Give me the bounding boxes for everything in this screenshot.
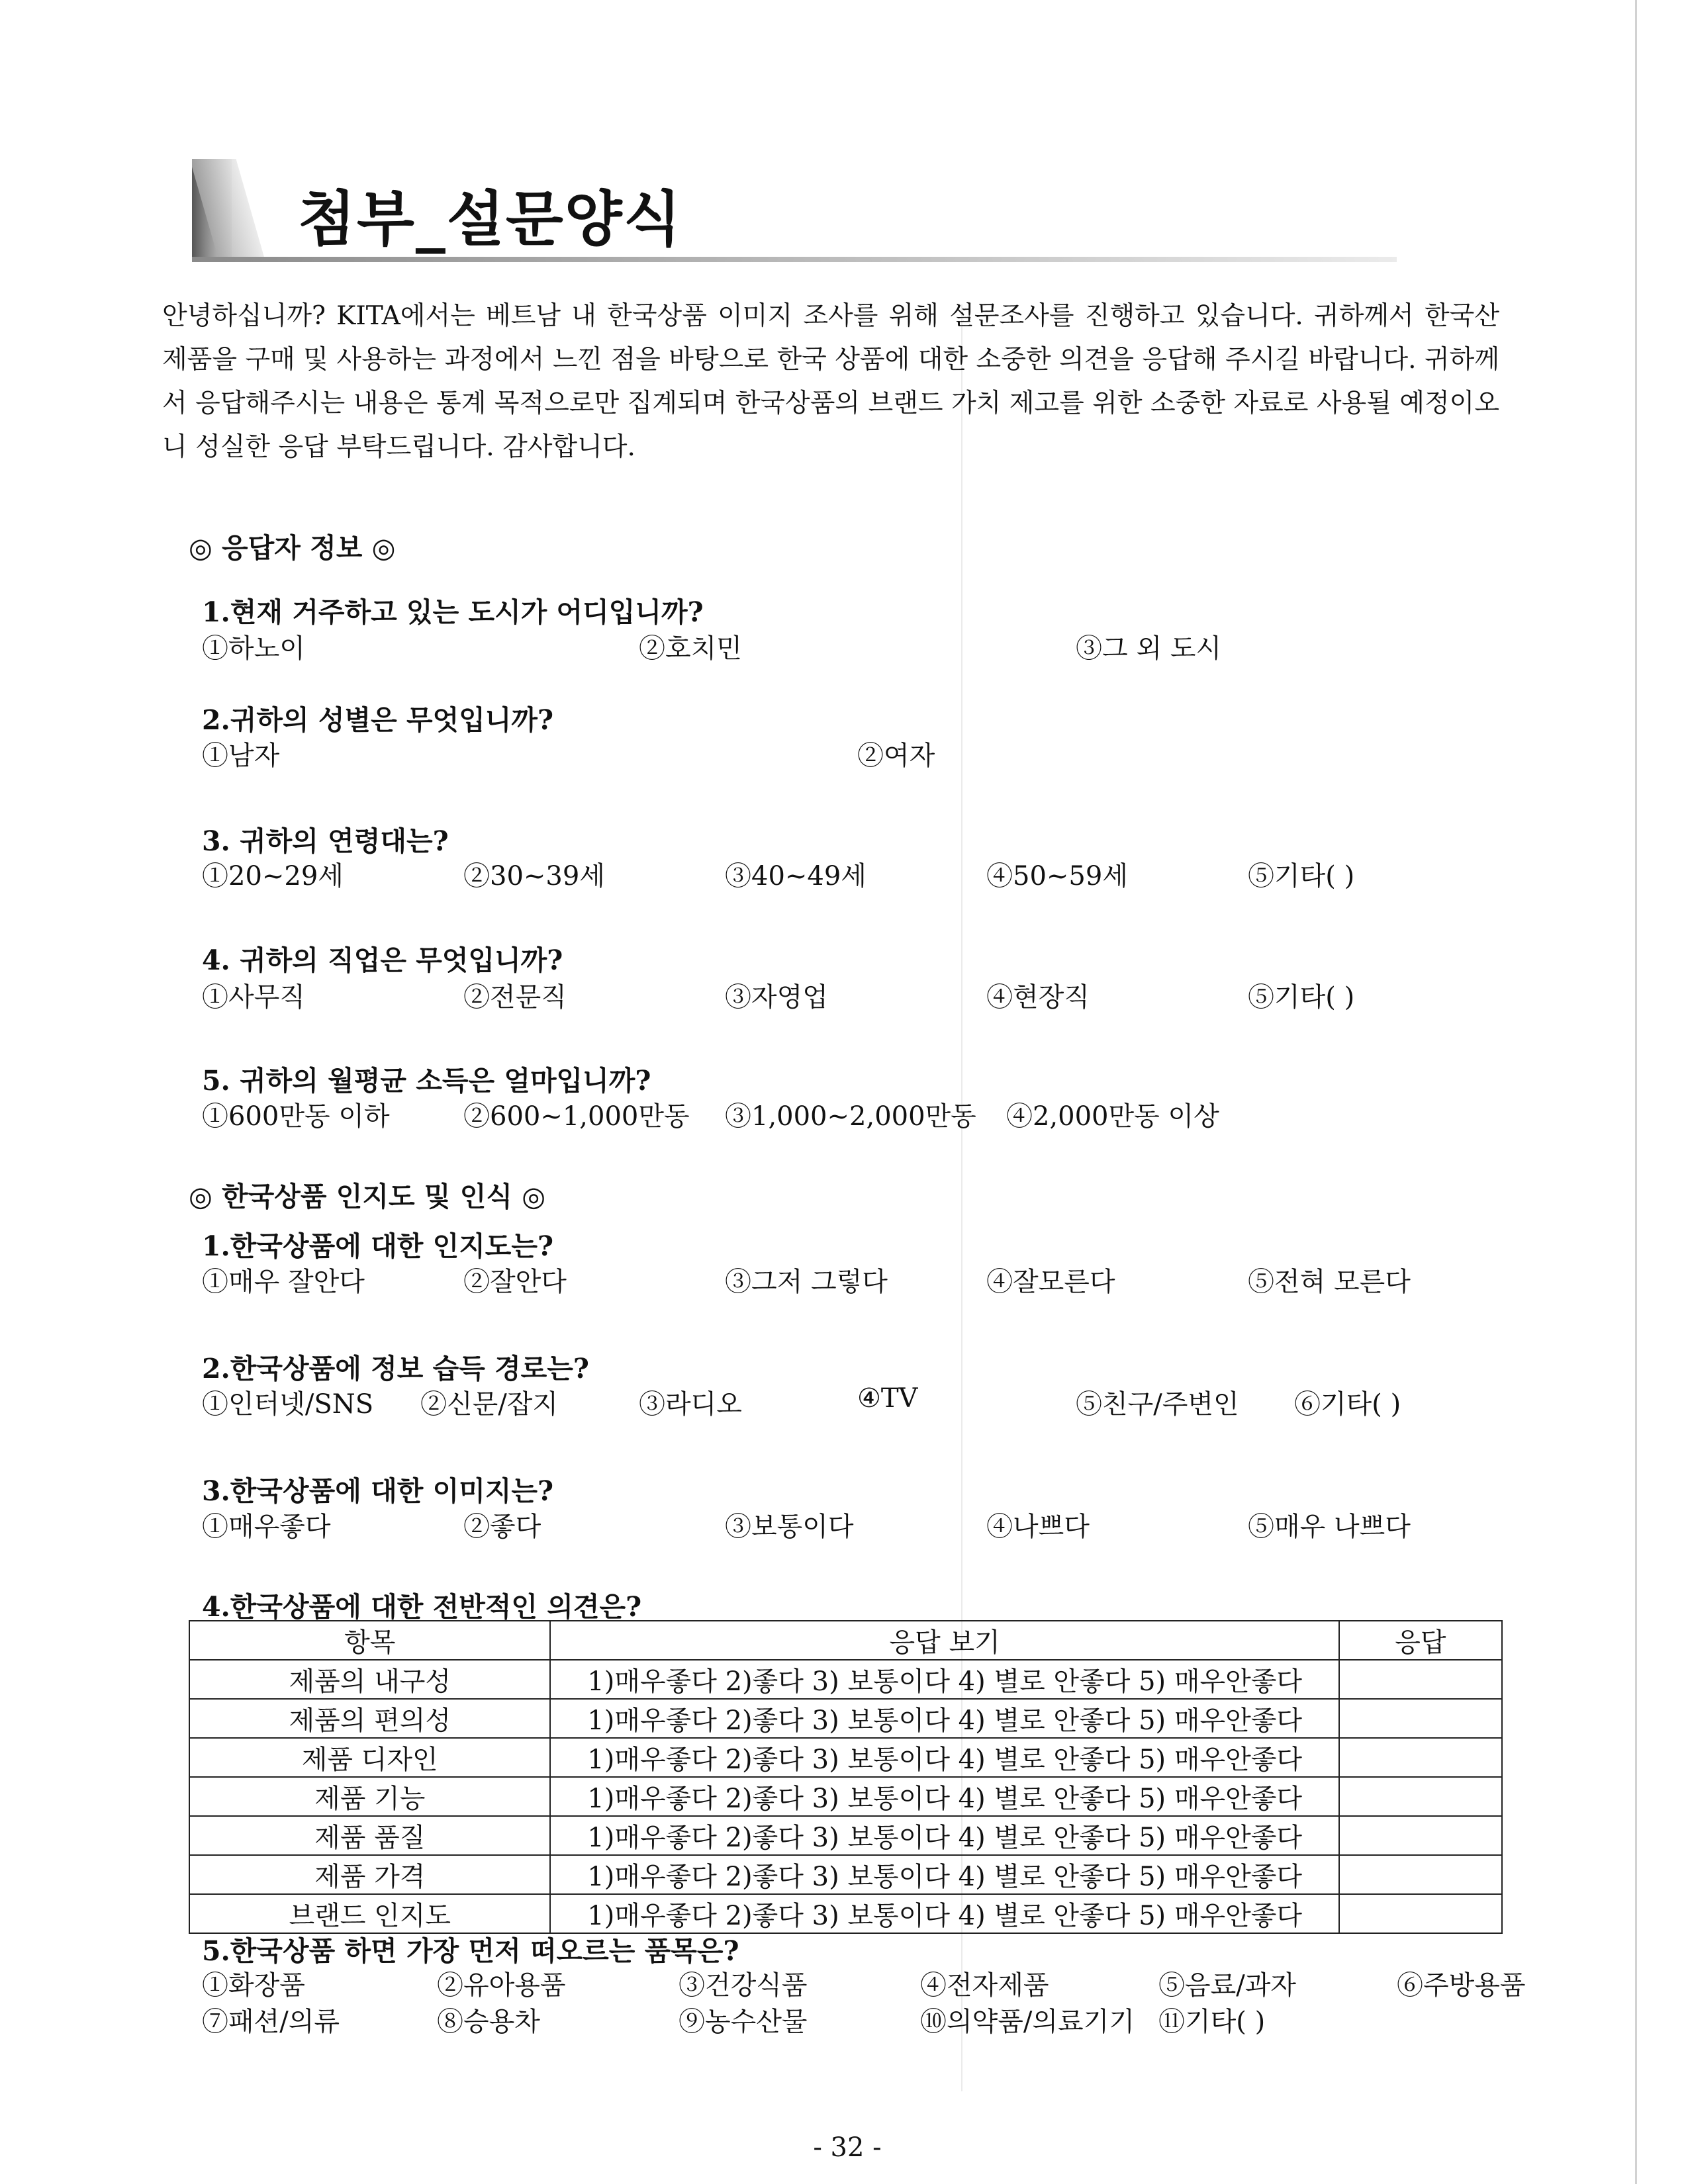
row-response-cell[interactable] <box>1339 1816 1502 1855</box>
option[interactable]: ③보통이다 <box>725 1512 854 1542</box>
option[interactable]: ③그 외 도시 <box>1076 633 1221 664</box>
table-row <box>189 1894 1502 1933</box>
option[interactable]: ⑪기타( ) <box>1158 2007 1266 2037</box>
options-2-gender <box>202 735 1526 770</box>
options-image <box>202 1506 1526 1541</box>
option[interactable]: ④잘모른다 <box>986 1267 1115 1297</box>
option[interactable]: ④나쁘다 <box>986 1512 1090 1542</box>
row-response-cell[interactable] <box>1339 1777 1502 1816</box>
row-item: 제품 가격 <box>189 1855 550 1894</box>
row-item: 제품 디자인 <box>189 1738 550 1777</box>
option[interactable]: ⑤음료/과자 <box>1158 1970 1297 2001</box>
option[interactable]: ①매우 잘안다 <box>202 1267 365 1297</box>
option[interactable]: ①남자 <box>202 741 280 771</box>
table-row <box>189 1816 1502 1855</box>
title-decoration-icon <box>192 159 271 258</box>
option[interactable]: ④2,000만동 이상 <box>1006 1101 1219 1132</box>
option[interactable]: ⑩의약품/의료기기 <box>920 2007 1135 2037</box>
question-4-occupation: 4. 귀하의 직업은 무엇입니까? <box>202 944 563 976</box>
page-title: 첨부_설문양식 <box>298 185 682 254</box>
table-row <box>189 1738 1502 1777</box>
row-response-cell[interactable] <box>1339 1855 1502 1894</box>
row-response-cell[interactable] <box>1339 1660 1502 1699</box>
title-underline <box>192 257 1397 262</box>
table-header-item: 항목 <box>189 1621 550 1660</box>
options-4-occupation <box>202 976 1526 1012</box>
table-row <box>189 1699 1502 1738</box>
option[interactable]: ③1,000~2,000만동 <box>725 1101 976 1132</box>
table-row <box>189 1855 1502 1894</box>
question-image: 3.한국상품에 대한 이미지는? <box>202 1475 554 1507</box>
option[interactable]: ③자영업 <box>725 982 828 1013</box>
options-first-product-row1 <box>202 1964 1526 2000</box>
row-scale: 1)매우좋다 2)좋다 3) 보통이다 4) 별로 안좋다 5) 매우안좋다 <box>550 1699 1338 1738</box>
row-scale: 1)매우좋다 2)좋다 3) 보통이다 4) 별로 안좋다 5) 매우안좋다 <box>550 1777 1338 1816</box>
option[interactable]: ②호치민 <box>639 633 742 664</box>
option[interactable]: ⑧승용차 <box>437 2007 540 2037</box>
table-row <box>189 1660 1502 1699</box>
row-item: 제품 기능 <box>189 1777 550 1816</box>
option[interactable]: ⑦패션/의류 <box>202 2007 340 2037</box>
opinion-table <box>189 1620 1503 1934</box>
question-1-city: 1.현재 거주하고 있는 도시가 어디입니까? <box>202 596 704 628</box>
row-item: 제품의 내구성 <box>189 1660 550 1699</box>
title-block <box>192 159 1397 265</box>
option[interactable]: ①인터넷/SNS <box>202 1389 374 1420</box>
options-3-age <box>202 855 1526 891</box>
row-scale: 1)매우좋다 2)좋다 3) 보통이다 4) 별로 안좋다 5) 매우안좋다 <box>550 1816 1338 1855</box>
row-item: 제품 품질 <box>189 1816 550 1855</box>
option[interactable]: ②여자 <box>857 741 935 771</box>
option[interactable]: ⑥기타( ) <box>1294 1389 1401 1420</box>
option[interactable]: ③40~49세 <box>725 861 867 891</box>
option[interactable]: ⑤매우 나쁘다 <box>1248 1512 1411 1542</box>
option[interactable]: ④TV <box>857 1383 918 1414</box>
options-5-income <box>202 1095 1526 1131</box>
table-header-response: 응답 <box>1339 1621 1502 1660</box>
row-scale: 1)매우좋다 2)좋다 3) 보통이다 4) 별로 안좋다 5) 매우안좋다 <box>550 1738 1338 1777</box>
question-2-gender: 2.귀하의 성별은 무엇입니까? <box>202 704 554 736</box>
option[interactable]: ①매우좋다 <box>202 1512 331 1542</box>
row-scale: 1)매우좋다 2)좋다 3) 보통이다 4) 별로 안좋다 5) 매우안좋다 <box>550 1660 1338 1699</box>
option[interactable]: ③라디오 <box>639 1389 742 1420</box>
question-overall-opinion: 4.한국상품에 대한 전반적인 의견은? <box>202 1591 642 1623</box>
table-header-scale: 응답 보기 <box>550 1621 1338 1660</box>
option[interactable]: ①600만동 이하 <box>202 1101 390 1132</box>
question-5-income: 5. 귀하의 월평균 소득은 얼마입니까? <box>202 1065 651 1097</box>
option[interactable]: ①20~29세 <box>202 861 344 891</box>
option[interactable]: ①사무직 <box>202 982 305 1013</box>
row-response-cell[interactable] <box>1339 1894 1502 1933</box>
intro-paragraph: 안녕하십니까? KITA에서는 베트남 내 한국상품 이미지 조사를 위해 설문조사를 진행하고 있습니다. 귀하께서 한국산 제품을 구매 및 사용하는 과정에서 느낀 점을 바탕으로 한국 상품에 대한 소중한 의견을 응답해 주시길 바랍니다. 귀하께서 응답해주시는 내용은 통계 목적으로만 집계되며 한국상품의 브랜드 가치 제고를 위한 소중한 자료로 사용될 예정이오니 성실한 응답 부탁드립니다. 감사합니다. <box>162 301 1499 462</box>
option[interactable]: ⑤친구/주변인 <box>1076 1389 1239 1420</box>
row-scale: 1)매우좋다 2)좋다 3) 보통이다 4) 별로 안좋다 5) 매우안좋다 <box>550 1894 1338 1933</box>
option[interactable]: ②좋다 <box>463 1512 541 1542</box>
question-awareness: 1.한국상품에 대한 인지도는? <box>202 1230 554 1262</box>
option[interactable]: ①하노이 <box>202 633 305 664</box>
scan-edge-line <box>1635 0 1637 2184</box>
row-item: 브랜드 인지도 <box>189 1894 550 1933</box>
table-row <box>189 1777 1502 1816</box>
option[interactable]: ⑥주방용품 <box>1397 1970 1526 2001</box>
option[interactable]: ②잘안다 <box>463 1267 567 1297</box>
question-3-age: 3. 귀하의 연령대는? <box>202 825 449 857</box>
option[interactable]: ②유아용품 <box>437 1970 566 2001</box>
option[interactable]: ②신문/잡지 <box>420 1389 559 1420</box>
row-scale: 1)매우좋다 2)좋다 3) 보통이다 4) 별로 안좋다 5) 매우안좋다 <box>550 1855 1338 1894</box>
question-info-channel: 2.한국상품에 정보 습득 경로는? <box>202 1353 589 1385</box>
options-first-product-row2 <box>202 2001 1526 2036</box>
row-response-cell[interactable] <box>1339 1738 1502 1777</box>
table-header-row <box>189 1621 1502 1660</box>
option[interactable]: ⑤기타( ) <box>1248 982 1355 1013</box>
option[interactable]: ②30~39세 <box>463 861 605 891</box>
section-heading-respondent: ◎ 응답자 정보 ◎ <box>189 532 396 564</box>
option[interactable]: ④50~59세 <box>986 861 1128 891</box>
row-item: 제품의 편의성 <box>189 1699 550 1738</box>
option[interactable]: ①화장품 <box>202 1970 305 2001</box>
row-response-cell[interactable] <box>1339 1699 1502 1738</box>
option[interactable]: ③그저 그렇다 <box>725 1267 888 1297</box>
option[interactable]: ③건강식품 <box>679 1970 808 2001</box>
options-info-channel <box>202 1383 1526 1419</box>
question-first-product: 5.한국상품 하면 가장 먼저 떠오르는 품목은? <box>202 1935 739 1967</box>
options-awareness <box>202 1261 1526 1297</box>
option[interactable]: ⑤전혀 모른다 <box>1248 1267 1411 1297</box>
option[interactable]: ⑤기타( ) <box>1248 861 1355 891</box>
option[interactable]: ④현장직 <box>986 982 1090 1013</box>
options-1-city <box>202 627 1526 663</box>
option[interactable]: ②600~1,000만동 <box>463 1101 690 1132</box>
page-number: - 32 - <box>813 2132 882 2163</box>
option[interactable]: ④전자제품 <box>920 1970 1049 2001</box>
option[interactable]: ②전문직 <box>463 982 567 1013</box>
section-heading-awareness: ◎ 한국상품 인지도 및 인식 ◎ <box>189 1181 545 1212</box>
option[interactable]: ⑨농수산물 <box>679 2007 808 2037</box>
